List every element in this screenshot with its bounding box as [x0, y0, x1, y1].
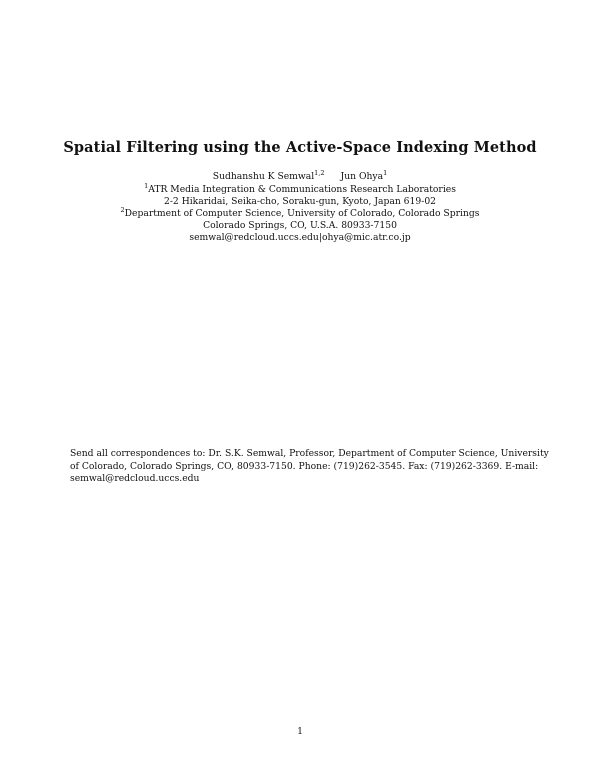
affiliation-mark: 1	[144, 182, 149, 190]
affiliation-line	[0, 220, 600, 232]
contact-emails	[0, 232, 600, 244]
author-line	[0, 171, 600, 182]
affiliation-text: semwal@redcloud.uccs.edu|ohya@mic.atr.co.jp	[189, 232, 411, 243]
affiliation-line	[0, 184, 600, 196]
page-number: 1	[297, 726, 303, 737]
correspondence-line: semwal@redcloud.uccs.edu	[70, 473, 200, 484]
paper-title: Spatial Filtering using the Active-Space Indexing Method	[63, 139, 537, 156]
affiliation-text: Department of Computer Science, University of Colorado, Colorado Springs	[124, 208, 480, 219]
affiliation-text: ATR Media Integration & Communications Research Laboratories	[148, 184, 456, 195]
author-name: Jun Ohya	[340, 171, 384, 182]
affiliation-line	[0, 196, 600, 208]
correspondence-paragraph	[70, 448, 549, 486]
affiliation-text: Colorado Springs, CO, U.S.A. 80933-7150	[203, 220, 397, 231]
affiliation-text: 2-2 Hikaridai, Seika-cho, Soraku-gun, Kyoto, Japan 619-02	[163, 196, 437, 207]
affiliation-mark: 2	[120, 206, 125, 214]
correspondence-line: Send all correspondences to: Dr. S.K. Semwal, Professor, Department of Computer Science, University	[70, 448, 549, 459]
author-affiliation-mark: 1	[383, 169, 388, 177]
correspondence-line: of Colorado, Colorado Springs, CO, 80933-7150. Phone: (719)262-3545. Fax: (719)262-3369. E-mail:	[70, 460, 539, 472]
author-name: Sudhanshu K Semwal	[212, 171, 315, 182]
affiliation-line	[0, 208, 600, 220]
author-affiliation-mark: 1,2	[314, 169, 325, 177]
